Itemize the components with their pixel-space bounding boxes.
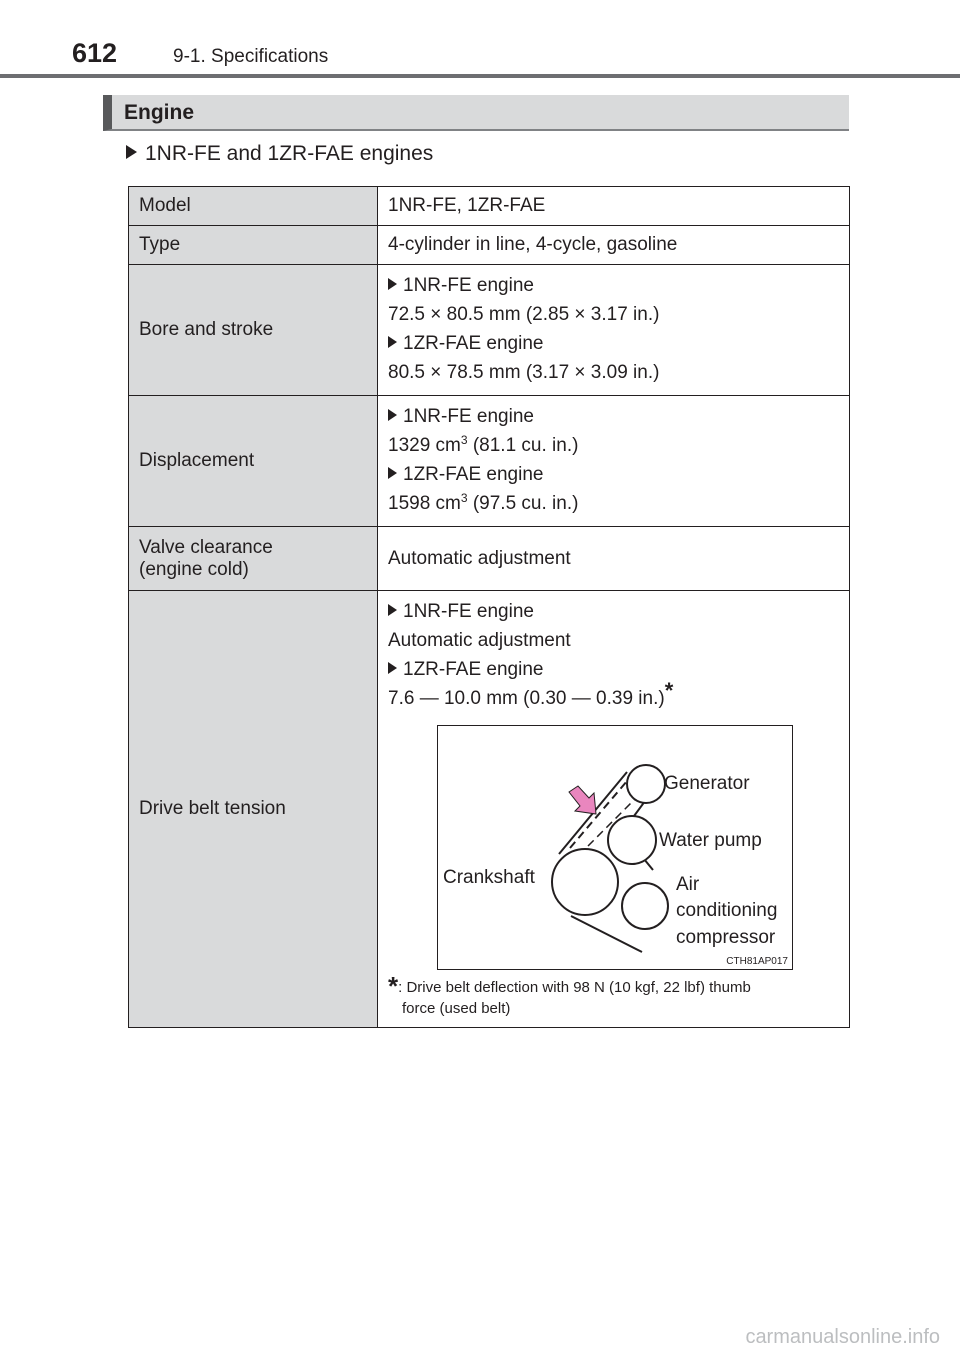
belt-star: * <box>664 678 674 703</box>
table-row-belt <box>129 591 850 1028</box>
footnote-line-2: force (used belt) <box>402 1000 511 1017</box>
value-belt <box>378 591 850 1028</box>
label-valve-2: (engine cold) <box>139 558 249 580</box>
deflection-arrow-icon <box>569 786 596 814</box>
sub-heading <box>126 142 433 166</box>
footnote <box>388 971 839 1019</box>
label-bore: Bore and stroke <box>129 265 378 396</box>
label-water-pump: Water pump <box>659 830 762 851</box>
label-model: Model <box>129 187 378 226</box>
table-row-valve <box>129 527 850 591</box>
bore-value-1: 72.5 × 80.5 mm (2.85 × 3.17 in.) <box>388 304 660 325</box>
spec-table <box>128 186 850 1028</box>
page-number: 612 <box>72 38 118 68</box>
label-valve-1: Valve clearance <box>139 536 273 558</box>
disp-value-1b: (81.1 cu. in.) <box>467 435 579 456</box>
disp-value-2a: 1598 cm <box>388 493 461 514</box>
triangle-bullet-icon <box>388 409 397 421</box>
label-ac-2: conditioning <box>676 900 778 921</box>
value-bore <box>378 265 850 396</box>
disp-value-2 <box>388 489 839 518</box>
footnote-star: * <box>388 971 399 1001</box>
label-crankshaft: Crankshaft <box>443 867 535 888</box>
label-belt: Drive belt tension <box>129 591 378 1028</box>
label-type: Type <box>129 226 378 265</box>
bore-engine-1-text: 1NR-FE engine <box>403 275 534 296</box>
sub-heading-text: 1NR-FE and 1ZR-FAE engines <box>145 142 434 165</box>
disp-value-2b: (97.5 cu. in.) <box>467 493 579 514</box>
belt-diagram <box>437 725 793 970</box>
engine-heading-text: Engine <box>124 101 195 124</box>
disp-engine-2-text: 1ZR-FAE engine <box>403 464 544 485</box>
triangle-bullet-icon <box>388 336 397 348</box>
label-displacement: Displacement <box>129 396 378 527</box>
disp-value-1a: 1329 cm <box>388 435 461 456</box>
disp-engine-2 <box>388 460 839 489</box>
ac-compressor-pulley <box>622 883 668 929</box>
value-displacement <box>378 396 850 527</box>
table-row-type <box>129 226 850 265</box>
belt-value-1: Automatic adjustment <box>388 630 571 651</box>
disp-engine-1 <box>388 402 839 431</box>
label-valve <box>129 527 378 591</box>
table-row-bore <box>129 265 850 396</box>
belt-engine-1 <box>388 597 839 626</box>
disp-engine-1-text: 1NR-FE engine <box>403 406 534 427</box>
value-valve: Automatic adjustment <box>378 527 850 591</box>
bore-engine-2 <box>388 329 839 358</box>
disp-sup-2: 3 <box>460 491 468 505</box>
table-row-displacement <box>129 396 850 527</box>
triangle-bullet-icon <box>126 145 137 159</box>
belt-engine-2-text: 1ZR-FAE engine <box>403 659 544 680</box>
generator-pulley <box>627 765 665 803</box>
engine-heading <box>103 95 849 131</box>
triangle-bullet-icon <box>388 467 397 479</box>
section-title: 9-1. Specifications <box>173 46 329 67</box>
label-ac-1: Air <box>676 874 700 895</box>
disp-sup-1: 3 <box>460 433 468 447</box>
triangle-bullet-icon <box>388 662 397 674</box>
header-rule <box>0 74 960 78</box>
belt-engine-2 <box>388 655 839 684</box>
belt-value-2 <box>388 678 839 713</box>
label-ac-3: compressor <box>676 927 776 948</box>
water-pump-pulley <box>608 816 656 864</box>
bore-engine-1 <box>388 271 839 300</box>
value-model: 1NR-FE, 1ZR-FAE <box>378 187 850 226</box>
bore-value-2: 80.5 × 78.5 mm (3.17 × 3.09 in.) <box>388 362 660 383</box>
table-row-model <box>129 187 850 226</box>
triangle-bullet-icon <box>388 278 397 290</box>
bore-engine-2-text: 1ZR-FAE engine <box>403 333 544 354</box>
crankshaft-pulley <box>552 849 618 915</box>
disp-value-1 <box>388 431 839 460</box>
belt-value-2-text: 7.6 — 10.0 mm (0.30 — 0.39 in.) <box>388 688 665 709</box>
triangle-bullet-icon <box>388 604 397 616</box>
value-type: 4-cylinder in line, 4-cycle, gasoline <box>378 226 850 265</box>
belt-engine-1-text: 1NR-FE engine <box>403 601 534 622</box>
label-generator: Generator <box>664 773 750 794</box>
footnote-line-1: : Drive belt deflection with 98 N (10 kgf, 22 lbf) thumb <box>398 979 751 996</box>
watermark: carmanualsonline.info <box>745 1326 940 1348</box>
figure-code: CTH81AP017 <box>726 956 788 967</box>
